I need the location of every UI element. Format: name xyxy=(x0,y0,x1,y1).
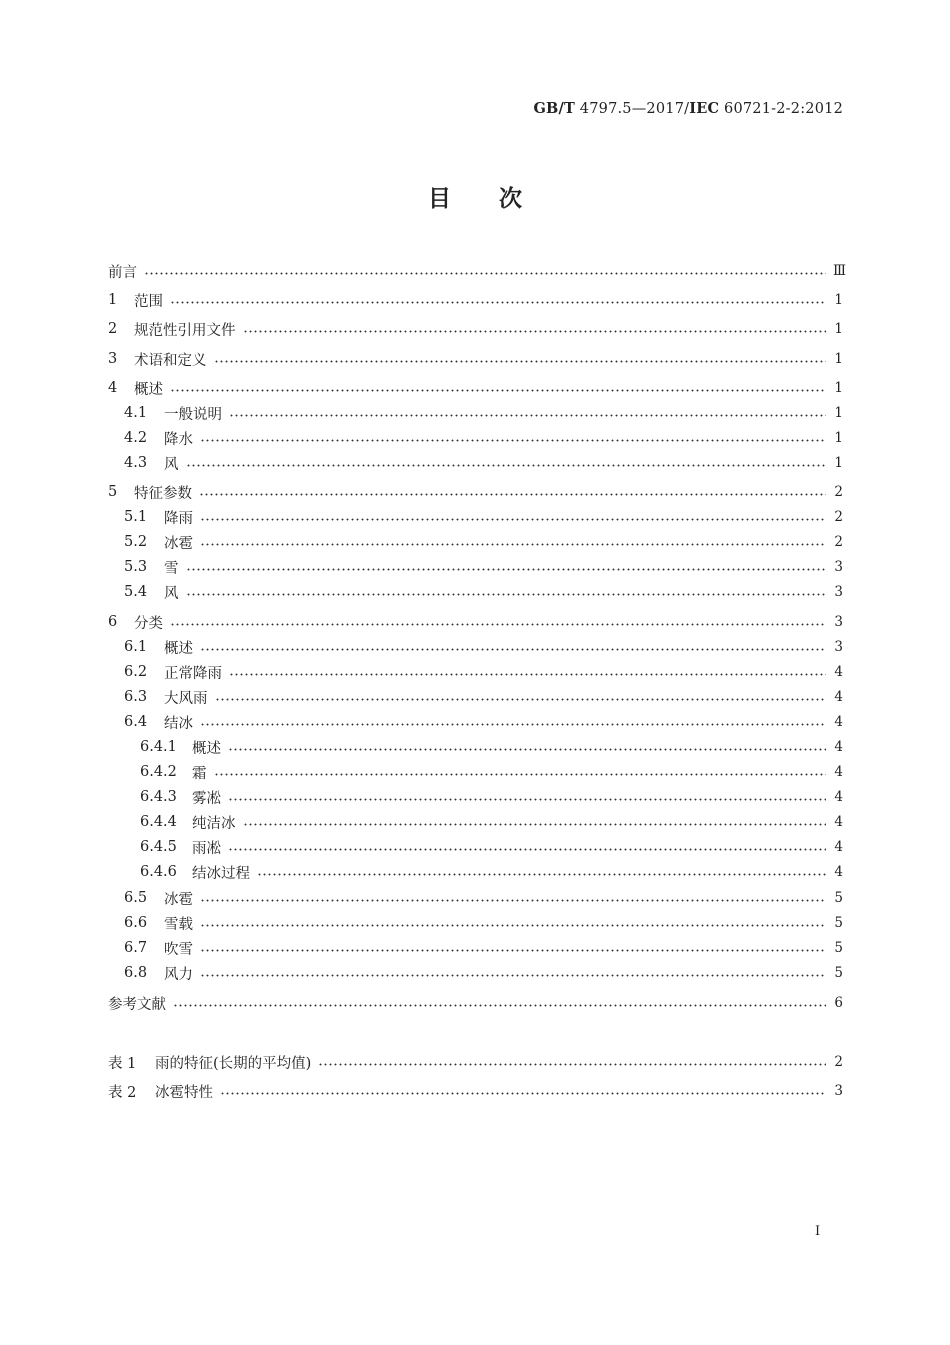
std-prefix: GB/T xyxy=(533,100,575,117)
std-number: 4797.5—2017/ xyxy=(579,101,690,117)
toc-entry-title: 前言 xyxy=(108,264,137,281)
toc-entry-title: 冰雹特性 xyxy=(155,1084,213,1101)
toc-entry[interactable] xyxy=(108,348,843,370)
toc-entry-title: 降雨 xyxy=(164,510,193,527)
dot-leader xyxy=(214,773,827,776)
dot-leader xyxy=(200,439,826,442)
dot-leader xyxy=(228,748,826,751)
toc-entry-page: 1 xyxy=(834,455,843,471)
toc-entry-title: 风 xyxy=(164,585,179,602)
toc-entry-page: 1 xyxy=(834,321,843,337)
dot-leader xyxy=(186,593,827,596)
toc-entry-page: 1 xyxy=(834,430,843,446)
toc-entry[interactable] xyxy=(108,636,843,658)
toc-entry-page: 5 xyxy=(834,940,843,956)
toc-entry-title: 雨的特征(长期的平均值) xyxy=(155,1055,312,1072)
toc-entry-title: 风 xyxy=(164,456,179,473)
toc-entry-page: 6 xyxy=(834,995,843,1011)
toc-entry-title: 结冰过程 xyxy=(192,865,250,882)
toc-entry[interactable] xyxy=(108,861,843,883)
toc-entry-number: 6.2 xyxy=(124,664,148,680)
toc-entry[interactable] xyxy=(108,377,843,399)
toc-entry-title: 结冰 xyxy=(164,715,193,732)
dot-leader xyxy=(228,798,826,801)
toc-entry-number: 6 xyxy=(108,614,118,630)
toc-entry-number: 6.4.6 xyxy=(140,864,177,880)
toc-entry-title: 雾凇 xyxy=(192,790,221,807)
toc-entry-page: 2 xyxy=(834,1054,843,1070)
toc-entry[interactable] xyxy=(108,260,847,282)
toc-entry-number: 6.4.1 xyxy=(140,739,177,755)
dot-leader xyxy=(214,360,827,363)
toc-entry-page: 3 xyxy=(834,584,843,600)
toc-entry-number: 6.4.2 xyxy=(140,764,177,780)
toc-entry-title: 特征参数 xyxy=(134,485,192,502)
toc-entry-number: 6.4.3 xyxy=(140,789,177,805)
iec-prefix: IEC xyxy=(689,100,720,117)
toc-entry-title: 术语和定义 xyxy=(134,352,207,369)
toc-entry-title: 雪 xyxy=(164,560,179,577)
toc-entry[interactable] xyxy=(108,289,843,311)
dot-leader xyxy=(200,518,826,521)
toc-entry[interactable] xyxy=(108,318,843,340)
toc-entry-title: 冰雹 xyxy=(164,891,193,908)
toc-entry-number: 4.1 xyxy=(124,405,148,421)
toc-entry[interactable] xyxy=(108,661,843,683)
toc-entry-page: 4 xyxy=(834,864,843,880)
toc-entry-number: 表 1 xyxy=(108,1055,137,1072)
dot-leader xyxy=(173,1004,826,1007)
dot-leader xyxy=(200,924,826,927)
toc-entry-page: 4 xyxy=(834,814,843,830)
toc-entry[interactable] xyxy=(108,786,843,808)
toc-entry-page: 4 xyxy=(834,689,843,705)
toc-entry-title: 正常降雨 xyxy=(164,665,222,682)
dot-leader xyxy=(243,823,827,826)
toc-entry-title: 规范性引用文件 xyxy=(134,322,236,339)
toc-entry-title: 雪载 xyxy=(164,916,193,933)
dot-leader xyxy=(199,493,826,496)
toc-entry-page: 1 xyxy=(834,292,843,308)
toc-entry[interactable] xyxy=(108,811,843,833)
toc-entry-page: 5 xyxy=(834,915,843,931)
toc-entry-title: 雨凇 xyxy=(192,840,221,857)
dot-leader xyxy=(318,1063,826,1066)
table-list-entry[interactable] xyxy=(108,1080,843,1102)
toc-entry[interactable] xyxy=(108,506,843,528)
dot-leader xyxy=(170,623,826,626)
toc-entry-number: 5 xyxy=(108,484,118,500)
toc-entry-number: 5.1 xyxy=(124,509,148,525)
dot-leader xyxy=(229,673,826,676)
toc-entry[interactable] xyxy=(108,402,843,424)
toc-entry-page: 1 xyxy=(834,380,843,396)
toc-entry-page: 3 xyxy=(834,559,843,575)
toc-entry[interactable] xyxy=(108,611,843,633)
toc-entry-number: 5.3 xyxy=(124,559,148,575)
dot-leader xyxy=(200,543,826,546)
toc-entry-title: 冰雹 xyxy=(164,535,193,552)
toc-entry[interactable] xyxy=(108,912,843,934)
toc-entry-title: 范围 xyxy=(134,293,163,310)
toc-entry-number: 4.3 xyxy=(124,455,148,471)
toc-entry-number: 3 xyxy=(108,351,118,367)
toc-entry-title: 吹雪 xyxy=(164,941,193,958)
toc-entry-number: 表 2 xyxy=(108,1084,137,1101)
toc-entry-number: 4.2 xyxy=(124,430,148,446)
toc-entry-page: 4 xyxy=(834,714,843,730)
toc-entry[interactable] xyxy=(108,736,843,758)
toc-entry-page: 1 xyxy=(834,405,843,421)
toc-entry[interactable] xyxy=(108,836,843,858)
dot-leader xyxy=(186,568,827,571)
table-list-entry[interactable] xyxy=(108,1051,843,1073)
toc-entry-page: 3 xyxy=(834,639,843,655)
toc-entry[interactable] xyxy=(108,427,843,449)
dot-leader xyxy=(257,873,826,876)
iec-number: 60721-2-2:2012 xyxy=(724,101,843,117)
toc-entry-title: 概述 xyxy=(192,740,221,757)
dot-leader xyxy=(243,330,827,333)
toc-entry-title: 概述 xyxy=(134,381,163,398)
toc-entry-page: 4 xyxy=(834,839,843,855)
toc-entry-number: 4 xyxy=(108,380,118,396)
toc-entry-number: 6.7 xyxy=(124,940,148,956)
toc-entry-title: 大风雨 xyxy=(164,690,208,707)
toc-entry-page: 4 xyxy=(834,764,843,780)
dot-leader xyxy=(200,899,826,902)
toc-entry-number: 6.8 xyxy=(124,965,148,981)
toc-entry-title: 概述 xyxy=(164,640,193,657)
toc-entry-number: 5.2 xyxy=(124,534,148,550)
toc-entry-number: 2 xyxy=(108,321,118,337)
toc-entry-page: 5 xyxy=(834,890,843,906)
toc-entry-number: 6.4.4 xyxy=(140,814,177,830)
toc-entry[interactable] xyxy=(108,531,843,553)
toc-entry[interactable] xyxy=(108,887,843,909)
toc-entry-title: 分类 xyxy=(134,615,163,632)
dot-leader xyxy=(229,414,826,417)
dot-leader xyxy=(170,301,826,304)
toc-entry[interactable] xyxy=(108,761,843,783)
toc-entry-number: 1 xyxy=(108,292,118,308)
toc-entry[interactable] xyxy=(108,556,843,578)
toc-entry-page: 5 xyxy=(834,965,843,981)
page-title: 目次 xyxy=(428,186,570,212)
toc-entry-title: 霜 xyxy=(192,765,207,782)
dot-leader xyxy=(200,723,826,726)
dot-leader xyxy=(200,648,826,651)
dot-leader xyxy=(170,389,826,392)
toc-entry-number: 6.4.5 xyxy=(140,839,177,855)
toc-entry-number: 6.5 xyxy=(124,890,148,906)
toc-entry-title: 一般说明 xyxy=(164,406,222,423)
toc-entry-title: 参考文献 xyxy=(108,996,166,1013)
toc-entry-page: 3 xyxy=(834,1083,843,1099)
toc-entry-page: 2 xyxy=(834,534,843,550)
toc-entry[interactable] xyxy=(108,937,843,959)
toc-entry[interactable] xyxy=(108,452,843,474)
standard-number-header xyxy=(533,100,843,117)
toc-entry-title: 降水 xyxy=(164,431,193,448)
toc-entry-number: 5.4 xyxy=(124,584,148,600)
dot-leader xyxy=(215,698,827,701)
toc-entry[interactable] xyxy=(108,711,843,733)
page-number: I xyxy=(815,1224,821,1239)
toc-entry-number: 6.4 xyxy=(124,714,148,730)
toc-entry[interactable] xyxy=(108,481,843,503)
dot-leader xyxy=(200,949,826,952)
toc-entry[interactable] xyxy=(108,992,843,1014)
dot-leader xyxy=(200,974,826,977)
toc-entry-number: 6.3 xyxy=(124,689,148,705)
toc-entry-page: 2 xyxy=(834,484,843,500)
toc-entry-number: 6.6 xyxy=(124,915,148,931)
dot-leader xyxy=(144,272,826,275)
toc-entry-page: 3 xyxy=(834,614,843,630)
toc-entry[interactable] xyxy=(108,581,843,603)
toc-entry[interactable] xyxy=(108,686,843,708)
toc-entry-title: 纯洁冰 xyxy=(192,815,236,832)
toc-entry-page: 4 xyxy=(834,664,843,680)
toc-entry-page: 4 xyxy=(834,789,843,805)
toc-entry-number: 6.1 xyxy=(124,639,148,655)
toc-entry-page: 4 xyxy=(834,739,843,755)
toc-entry-page: 2 xyxy=(834,509,843,525)
toc-entry-title: 风力 xyxy=(164,966,193,983)
toc-entry-page: Ⅲ xyxy=(833,263,847,279)
dot-leader xyxy=(186,464,827,467)
toc-entry[interactable] xyxy=(108,962,843,984)
dot-leader xyxy=(228,848,826,851)
dot-leader xyxy=(220,1092,826,1095)
toc-entry-page: 1 xyxy=(834,351,843,367)
